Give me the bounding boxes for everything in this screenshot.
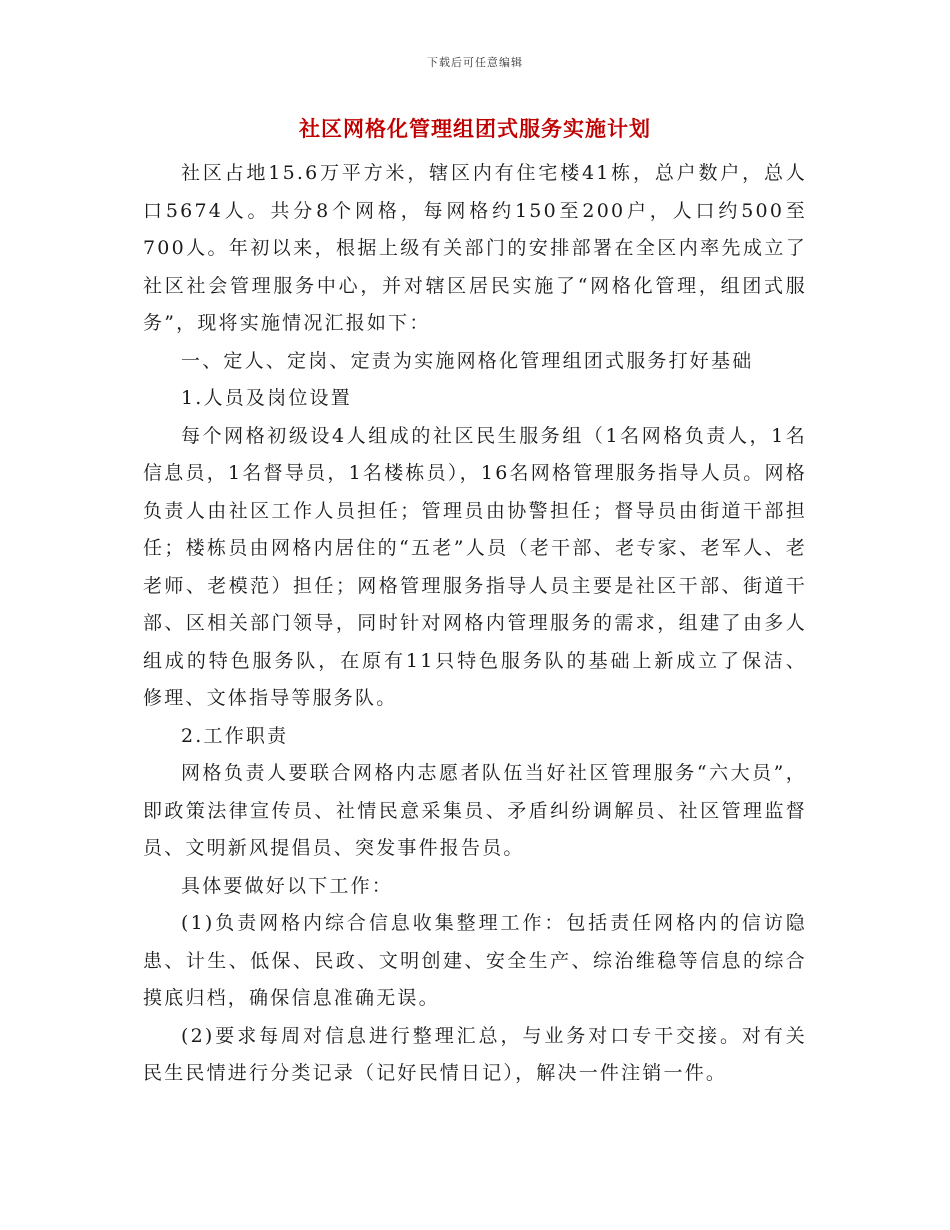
paragraph-tasks-intro: 具体要做好以下工作：	[181, 874, 394, 897]
subheading-duties: 2.工作职责	[181, 724, 289, 747]
paragraph-task-1: (1)负责网格内综合信息收集整理工作：包括责任网格内的信访隐患、计生、低保、民政、文明创建、安全生产、综治维稳等信息的综合摸底归档，确保信息准确无误。	[143, 912, 807, 1009]
paragraph-personnel: 每个网格初级设4人组成的社区民生服务组（1名网格负责人，1名信息员，1名督导员，1名楼栋员），16名网格管理服务指导人员。网格负责人由社区工作人员担任；管理员由协警担任；督导员由街道干部担任；楼栋员由网格内居住的“五老”人员（老干部、老专家、老军人、老老师、老模范）担任；网格管理服务指导人员主要是社区干部、街道干部、区相关部门领导，同时针对网格内管理服务的需求，组建了由多人组成的特色服务队，在原有11只特色服务队的基础上新成立了保洁、修理、文体指导等服务队。	[143, 424, 807, 709]
section-heading-1: 一、定人、定岗、定责为实施网格化管理组团式服务打好基础	[181, 349, 754, 372]
document-title: 社区网格化管理组团式服务实施计划	[299, 116, 651, 141]
paragraph-duties: 网格负责人要联合网格内志愿者队伍当好社区管理服务“六大员”，即政策法律宣传员、社情民意采集员、矛盾纠纷调解员、社区管理监督员、文明新风提倡员、突发事件报告员。	[143, 762, 807, 859]
document-body	[143, 155, 807, 1093]
subheading-personnel: 1.人员及岗位设置	[181, 387, 352, 409]
header-note: 下载后可任意编辑	[427, 56, 523, 69]
paragraph-intro: 社区占地15.6万平方米，辖区内有住宅楼41栋，总户数户，总人口5674人。共分8个网格，每网格约150至200户，人口约500至700人。年初以来，根据上级有关部门的安排部署在全区内率先成立了社区社会管理服务中心，并对辖区居民实施了“网格化管理，组团式服务”，现将实施情况汇报如下：	[143, 162, 807, 334]
paragraph-task-2: (2)要求每周对信息进行整理汇总，与业务对口专干交接。对有关民生民情进行分类记录（记好民情日记），解决一件注销一件。	[143, 1024, 807, 1084]
